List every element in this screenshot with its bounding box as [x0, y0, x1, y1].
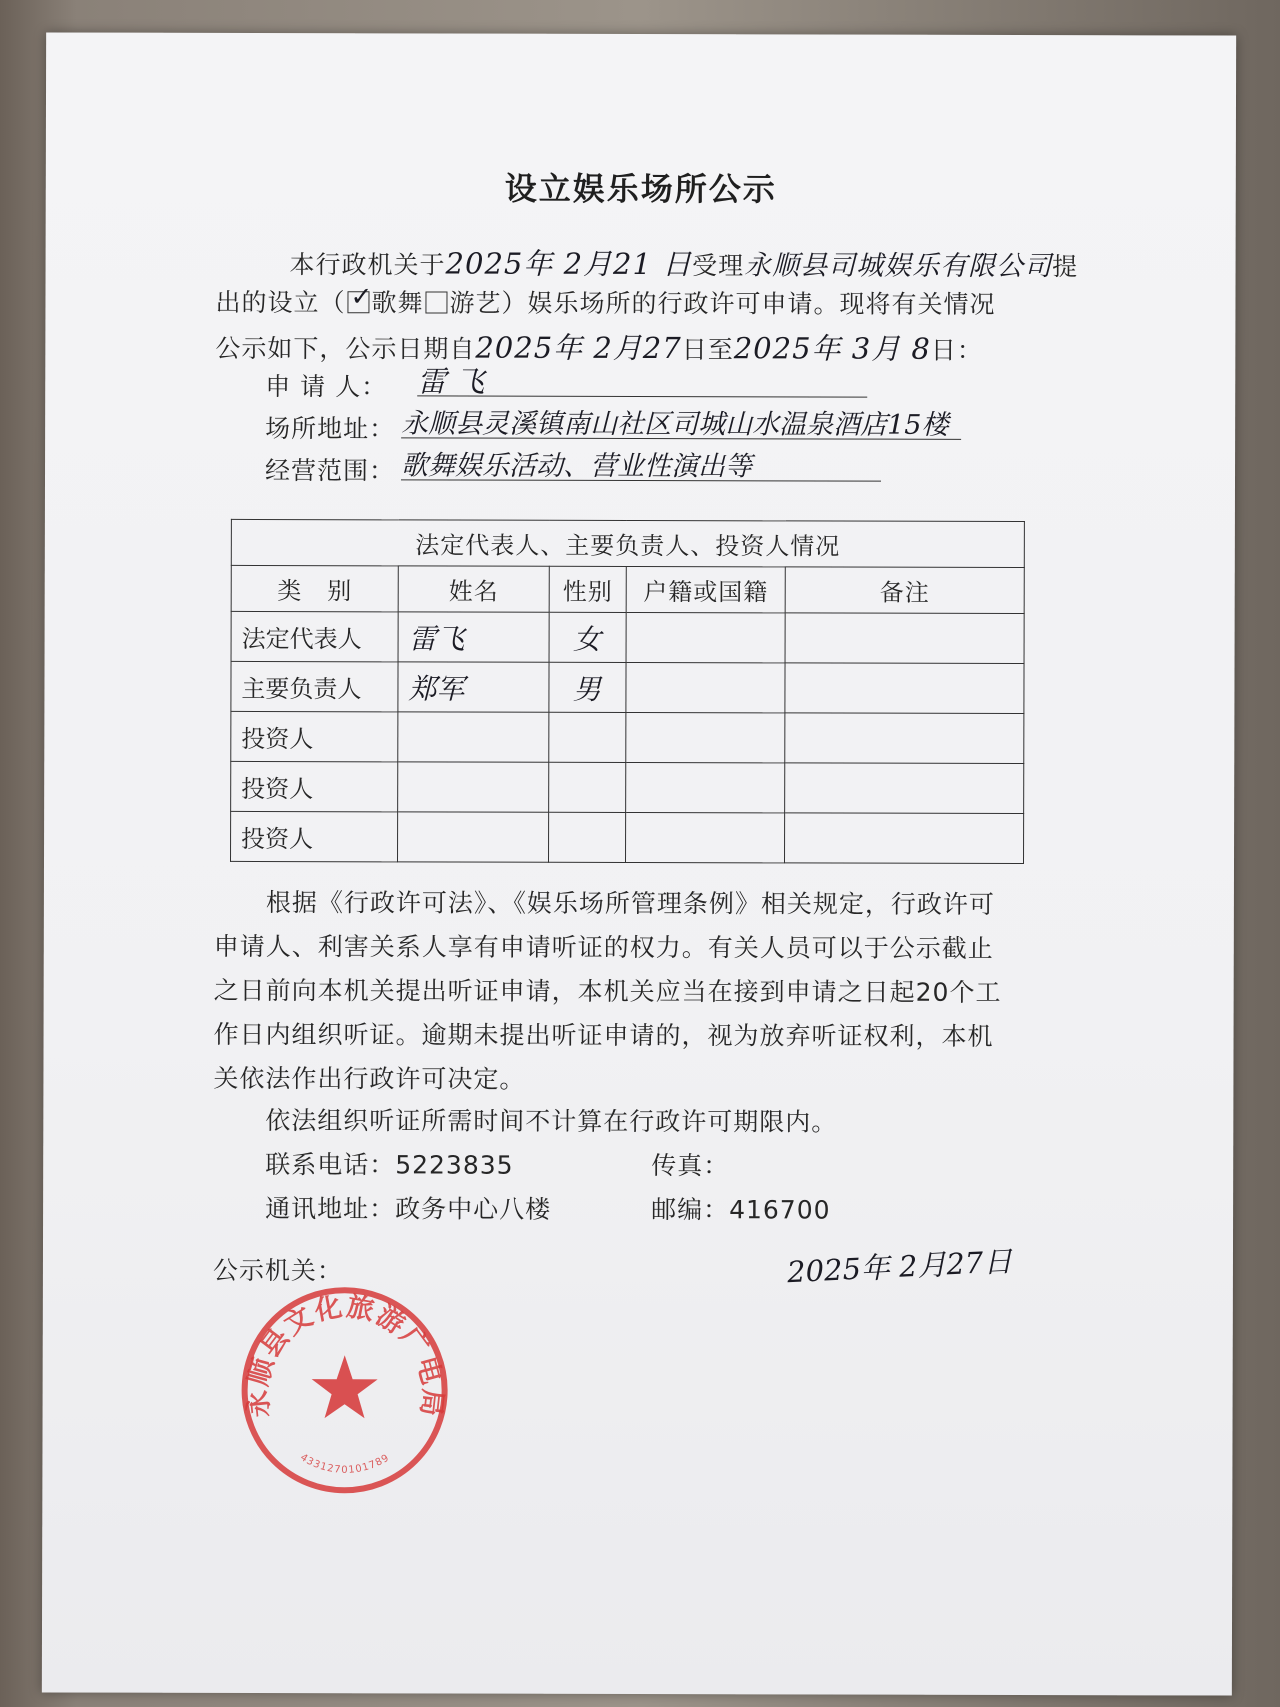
cell-origin	[626, 712, 785, 762]
document-title: 设立娱乐场所公示	[504, 169, 777, 209]
intro-text-2b: ）娱乐场所的行政许可申请。现将有关情况	[501, 288, 996, 319]
cell-gender: 女	[549, 612, 626, 662]
table-row	[231, 661, 1024, 713]
check-mark-icon: ✓	[350, 282, 374, 313]
end-date: 2025年 3月 8	[733, 331, 931, 366]
option-song-dance: 歌舞	[371, 288, 424, 318]
cell-note	[785, 663, 1024, 714]
company-name: 永顺县司城娱乐有限公司	[744, 250, 1053, 283]
applicant-underline	[417, 395, 867, 397]
body-line-2: 申请人、利害关系人享有申请听证的权力。有关人员可以于公示截止	[213, 931, 994, 963]
cell-category: 投资人	[231, 711, 398, 761]
intro-line-2	[215, 283, 995, 321]
zip-label: 邮编：	[651, 1195, 730, 1225]
cell-category: 主要负责人	[231, 661, 398, 711]
cell-note	[785, 763, 1024, 814]
accept-date: 2025年 2月21 日	[445, 246, 693, 282]
table-row	[231, 611, 1024, 663]
fax-label: 传真：	[651, 1151, 730, 1181]
field-label-applicant: 申 请 人：	[265, 372, 388, 402]
col-header-note: 备注	[785, 567, 1024, 614]
phone-value: 5223835	[395, 1150, 514, 1180]
personnel-table	[230, 519, 1025, 864]
cell-gender	[549, 712, 626, 762]
intro-text-3mid: 日至	[681, 335, 734, 365]
cell-origin	[626, 812, 785, 862]
cell-category: 投资人	[231, 761, 398, 811]
zip-value: 416700	[729, 1195, 831, 1225]
field-label-scope: 经营范围：	[264, 456, 396, 486]
cell-category: 投资人	[231, 811, 398, 861]
cell-name	[398, 762, 549, 812]
intro-line-end: 提	[1052, 252, 1079, 282]
col-header-category: 类 别	[231, 565, 398, 611]
body-line-1: 根据《行政许可法》、《娱乐场所管理条例》相关规定，行政许可	[265, 888, 995, 919]
notice-date: 2025年 2月27日	[786, 1244, 1014, 1290]
cell-note	[785, 813, 1024, 864]
body-line-5: 关依法作出行政许可决定。	[213, 1063, 526, 1094]
body-note: 依法组织听证所需时间不计算在行政许可期限内。	[265, 1106, 838, 1137]
cell-origin	[626, 662, 785, 712]
address-label: 通讯地址：	[265, 1194, 396, 1224]
field-value-address: 永顺县灵溪镇南山社区司城山水温泉酒店15楼	[401, 408, 949, 441]
body-line-4: 作日内组织听证。逾期未提出听证申请的，视为放弃听证权利，本机	[213, 1019, 994, 1051]
contact-fax	[651, 1146, 729, 1182]
cell-note	[785, 613, 1024, 664]
start-date: 2025年 2月27	[475, 330, 682, 366]
table-caption: 法定代表人、主要负责人、投资人情况	[231, 519, 1024, 567]
cell-gender: 男	[549, 662, 626, 712]
svg-text:4331270101789	[298, 1452, 392, 1476]
phone-label: 联系电话：	[265, 1150, 396, 1180]
intro-text-3a: 公示如下，公示日期自	[215, 333, 476, 364]
accept-label: 受理	[692, 251, 745, 281]
option-arcade: 游艺	[449, 288, 502, 318]
cell-gender	[549, 762, 626, 812]
cell-name	[398, 812, 549, 862]
intro-text-2a: 出的设立（	[215, 287, 346, 318]
cell-note	[785, 713, 1024, 764]
intro-line-1	[290, 241, 1079, 284]
col-header-origin: 户籍或国籍	[626, 566, 785, 612]
contact-phone	[265, 1145, 513, 1182]
seal-star	[312, 1355, 378, 1418]
cell-name: 雷飞	[398, 612, 549, 662]
option-checkbox-empty	[425, 291, 447, 313]
agency-label: 公示机关：	[212, 1255, 343, 1286]
table-row	[231, 811, 1024, 863]
seal-text: 永顺县文化旅游广电局	[242, 1291, 449, 1420]
cell-name	[398, 712, 549, 762]
field-label-address: 场所地址：	[265, 414, 396, 444]
cell-gender	[549, 812, 626, 862]
col-header-name: 姓名	[398, 566, 549, 612]
table-row	[231, 761, 1024, 813]
col-header-gender: 性别	[549, 566, 626, 612]
cell-name: 郑军	[398, 662, 549, 712]
intro-line-3	[215, 325, 983, 368]
cell-category: 法定代表人	[231, 611, 398, 661]
official-seal-icon	[237, 1283, 453, 1499]
contact-address	[265, 1189, 551, 1226]
table-row	[231, 711, 1024, 763]
field-value-scope: 歌舞娱乐活动、营业性演出等	[401, 450, 753, 483]
notice-document	[42, 32, 1236, 1695]
cell-origin	[626, 612, 785, 662]
cell-origin	[626, 762, 785, 812]
seal-code: 4331270101789	[298, 1452, 392, 1476]
address-value: 政务中心八楼	[395, 1194, 552, 1224]
contact-zip	[651, 1190, 831, 1226]
body-line-3: 之日前向本机关提出听证申请，本机关应当在接到申请之日起20个工	[213, 975, 1002, 1007]
option-checkbox-checked	[347, 282, 374, 313]
field-value-applicant: 雷 飞	[417, 364, 485, 399]
table-header-row	[231, 565, 1024, 613]
intro-text: 本行政机关于	[289, 250, 446, 280]
intro-text-3end: 日：	[930, 335, 983, 365]
